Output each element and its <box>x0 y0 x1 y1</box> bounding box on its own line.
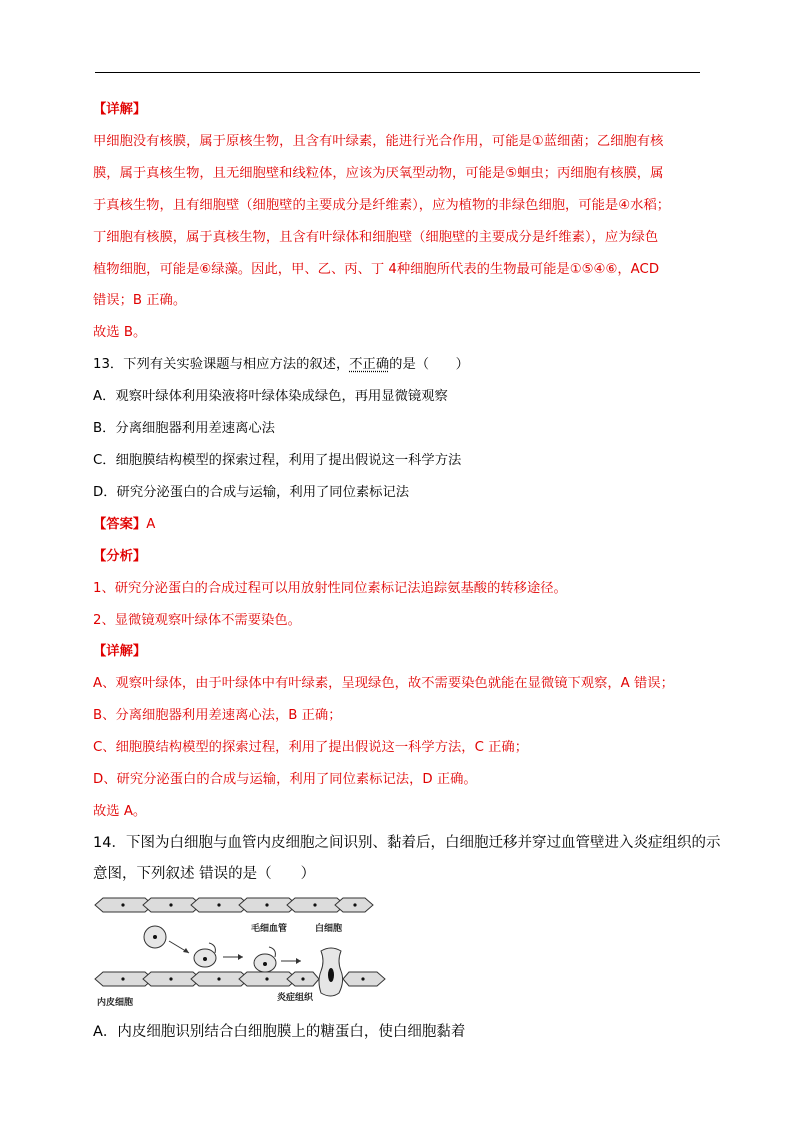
detail-label: 【详解】 <box>93 102 147 117</box>
detail-line: 于真核生物，且有细胞壁（细胞壁的主要成分是纤维素），应为植物的非绿色细胞，可能是④水稻； <box>93 197 671 213</box>
detail-line: C、细胞膜结构模型的探索过程，利用了提出假说这一科学方法，C 正确； <box>93 740 528 756</box>
detail-line: D、研究分泌蛋白的合成与运输，利用了同位素标记法，D 正确。 <box>93 772 477 788</box>
stem-prefix: 13．下列有关实验课题与相应方法的叙述， <box>93 357 350 373</box>
label-capillary: 毛细血管 <box>251 923 288 934</box>
option-a: A．观察叶绿体利用染液将叶绿体染成绿色，再用显微镜观察 <box>93 389 448 405</box>
label-endothelial-cell: 内皮细胞 <box>97 997 134 1008</box>
answer-row <box>93 509 713 541</box>
label-inflamed-tissue: 炎症组织 <box>277 992 314 1003</box>
question-14-stem-line2: 意图，下列叙述 错误的是（ ） <box>93 866 316 883</box>
conclusion: 故选 A。 <box>93 803 147 819</box>
detail-line: 膜，属于真核生物，且无细胞壁和线粒体，应该为厌氧型动物，可能是⑤蛔虫；丙细胞有核膜，属 <box>93 165 664 181</box>
option-c: C．细胞膜结构模型的探索过程，利用了提出假说这一科学方法 <box>93 452 462 468</box>
answer-label: 【答案】 <box>93 516 147 532</box>
conclusion: 故选 B。 <box>93 325 147 341</box>
figure-drawing <box>93 895 393 1015</box>
question-13-stem <box>93 349 713 381</box>
stem-emphasis: 不正确 <box>349 357 390 373</box>
page-content <box>93 94 721 1048</box>
option-a: A．内皮细胞识别结合白细胞膜上的糖蛋白，使白细胞黏着 <box>93 1023 466 1040</box>
detail-line: B、分离细胞器利用差速离心法，B 正确； <box>93 708 342 724</box>
leukocyte-migration-figure <box>93 895 393 1015</box>
detail-line: 甲细胞没有核膜，属于原核生物，且含有叶绿素，能进行光合作用，可能是①蓝细菌；乙细胞有核 <box>93 133 664 149</box>
analysis-label: 【分析】 <box>93 548 147 564</box>
detail-line: A、观察叶绿体，由于叶绿体中有叶绿素，呈现绿色，故不需要染色就能在显微镜下观察，A 错误； <box>93 676 674 692</box>
question-14-stem-line1: 14．下图为白细胞与血管内皮细胞之间识别、黏着后，白细胞迁移并穿过血管壁进入炎症组织的示 <box>93 834 721 851</box>
analysis-line: 2、显微镜观察叶绿体不需要染色。 <box>93 612 301 628</box>
header-rule <box>95 72 700 73</box>
answer-value: A <box>146 516 156 532</box>
detail-line: 丁细胞有核膜，属于真核生物，且含有叶绿体和细胞壁（细胞壁的主要成分是纤维素），应为绿色 <box>93 229 659 245</box>
detail-line: 植物细胞，可能是⑥绿藻。因此，甲、乙、丙、丁 4种细胞所代表的生物最可能是①⑤④⑥，ACD <box>93 261 660 277</box>
option-b: B．分离细胞器利用差速离心法 <box>93 421 275 437</box>
option-d: D．研究分泌蛋白的合成与运输，利用了同位素标记法 <box>93 484 410 500</box>
label-leukocyte: 白细胞 <box>315 923 343 934</box>
detail-label: 【详解】 <box>93 644 147 660</box>
detail-line: 错误；B 正确。 <box>93 293 187 309</box>
analysis-line: 1、研究分泌蛋白的合成过程可以用放射性同位素标记法追踪氨基酸的转移途径。 <box>93 580 567 596</box>
stem-suffix: 的是（ ） <box>389 357 469 373</box>
